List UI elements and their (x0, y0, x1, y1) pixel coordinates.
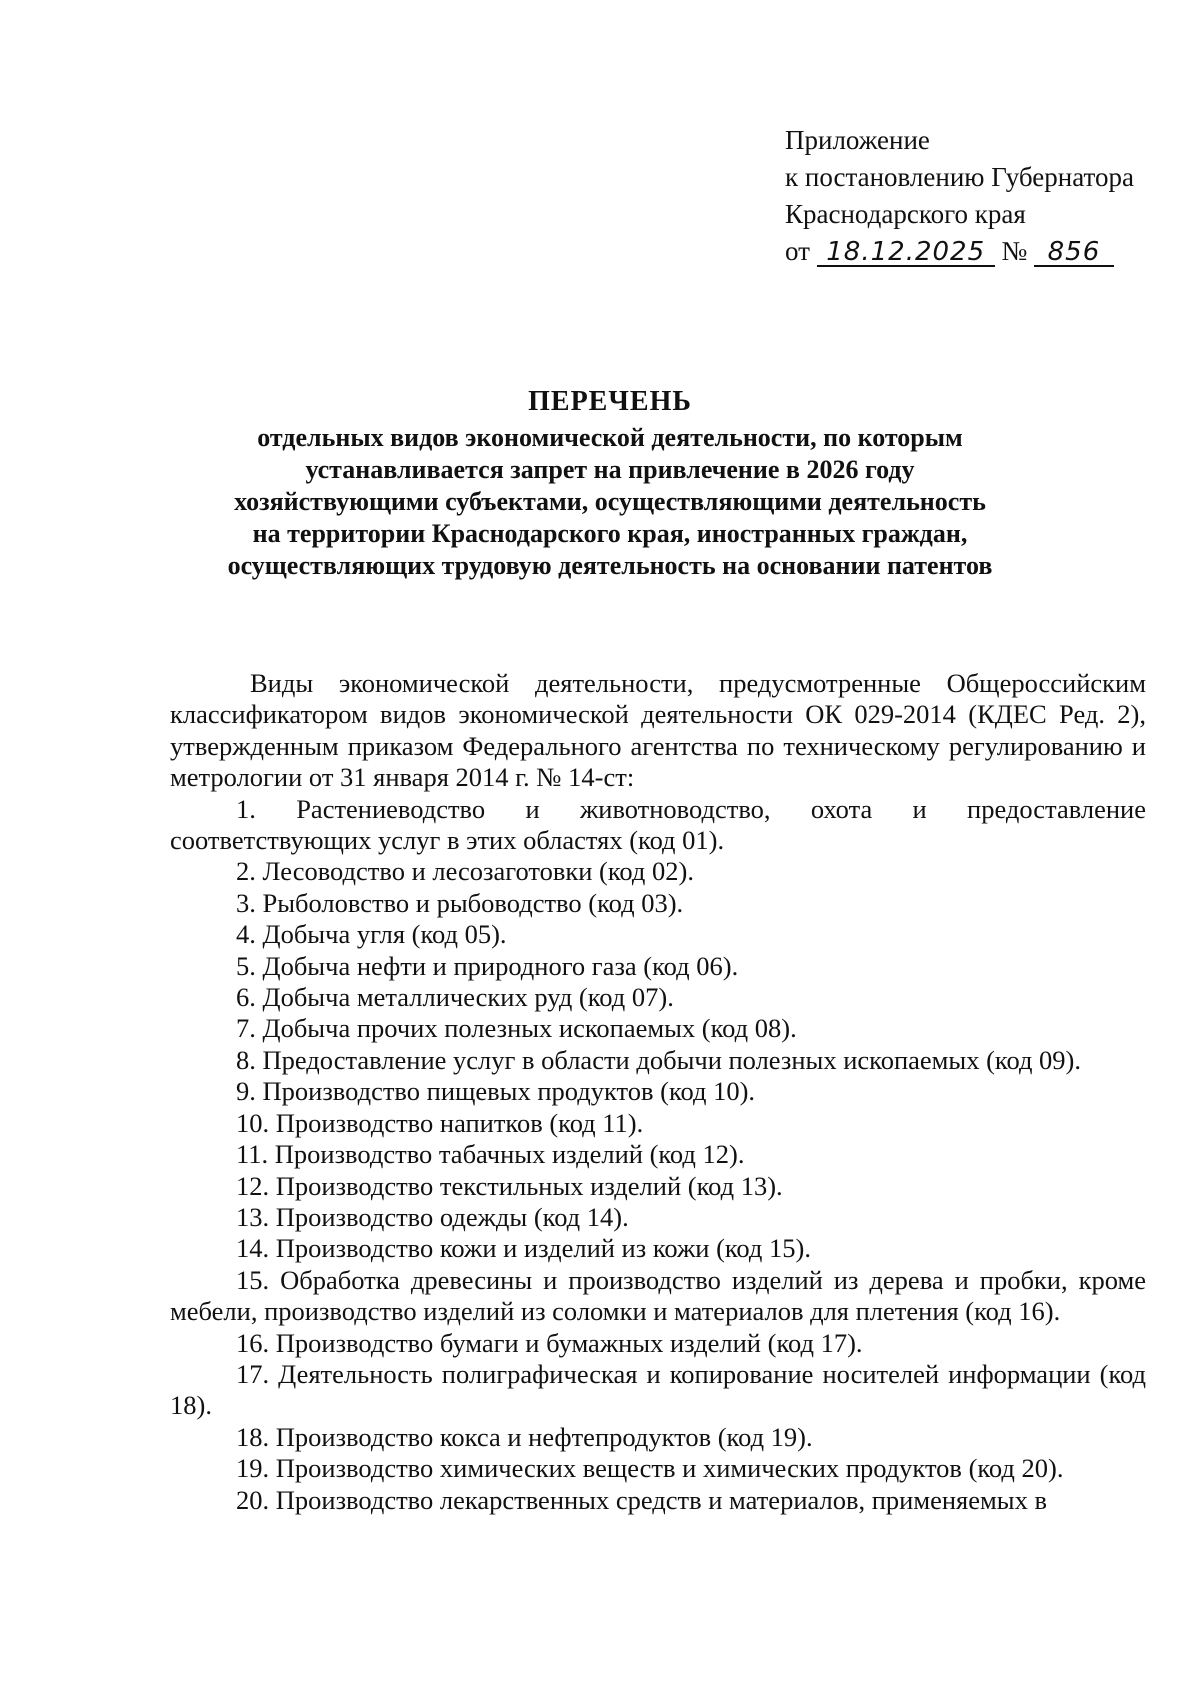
date-number-line (785, 233, 1185, 270)
number-label: № (1001, 236, 1028, 266)
title-line-4: на территории Краснодарского края, иностранных граждан, (252, 519, 968, 548)
title-line-2: устанавливается запрет на привлечение в 2026 году (305, 455, 915, 484)
list-item: 19. Производство химических веществ и химических продуктов (код 20). (236, 1453, 1064, 1484)
list-item: 1. Растениеводство и животноводство, охота и предоставление соответствующих услуг в этих областях (код 01). (170, 793, 1146, 856)
list-item: 18. Производство кокса и нефтепродуктов (код 19). (236, 1421, 813, 1452)
title-line-5: осуществляющих трудовую деятельность на основании патентов (227, 551, 993, 580)
list-item: 12. Производство текстильных изделий (код 13). (236, 1170, 783, 1201)
title-main: ПЕРЕЧЕНЬ (528, 386, 692, 417)
from-label: от (785, 236, 810, 266)
appendix-label: Приложение (785, 125, 930, 155)
list-item: 7. Добыча прочих полезных ископаемых (код 08). (236, 1013, 797, 1044)
activity-list (170, 794, 1146, 1516)
document-body (170, 668, 1146, 1516)
list-item: 4. Добыча угля (код 05). (236, 919, 507, 950)
document-title (160, 382, 1060, 582)
list-item: 10. Производство напитков (код 11). (236, 1107, 644, 1138)
resolution-ref: к постановлению Губернатора (785, 162, 1134, 192)
list-item: 9. Производство пищевых продуктов (код 10). (236, 1076, 756, 1107)
list-item: 15. Обработка древесины и производство изделий из дерева и пробки, кроме мебели, производство изделий из соломки и материалов для плетения (код 16). (170, 1264, 1146, 1327)
title-line-3: хозяйствующими субъектами, осуществляющими деятельность (234, 487, 986, 516)
list-item: 3. Рыболовство и рыбоводство (код 03). (236, 887, 684, 918)
approval-stamp-block (785, 122, 1185, 270)
handwritten-number: 856 (1034, 239, 1114, 267)
list-item: 17. Деятельность полиграфическая и копирование носителей информации (код 18). (170, 1358, 1146, 1421)
list-item: 2. Лесоводство и лесозаготовки (код 02). (236, 856, 694, 887)
list-item: 8. Предоставление услуг в области добычи полезных ископаемых (код 09). (236, 1044, 1081, 1075)
list-item: 16. Производство бумаги и бумажных изделий (код 17). (236, 1327, 863, 1358)
list-item: 13. Производство одежды (код 14). (236, 1201, 629, 1232)
region-name: Краснодарского края (785, 199, 1026, 229)
intro-paragraph: Виды экономической деятельности, предусмотренные Общероссийским классификатором видов экономической деятельности ОК 029-2014 (КДЕС Ред. 2), утвержденным приказом Федерального агентства по техническому регулированию и метрологии от 31 января 2014 г. № 14-ст: (170, 668, 1146, 793)
list-item: 20. Производство лекарственных средств и материалов, применяемых в (236, 1484, 1047, 1515)
handwritten-date: 18.12.2025 (817, 239, 995, 267)
list-item: 14. Производство кожи и изделий из кожи (код 15). (236, 1233, 811, 1264)
list-item: 5. Добыча нефти и природного газа (код 06). (236, 950, 739, 981)
list-item: 11. Производство табачных изделий (код 12). (236, 1139, 745, 1170)
title-line-1: отдельных видов экономической деятельности, по которым (257, 423, 963, 452)
list-item: 6. Добыча металлических руд (код 07). (236, 982, 674, 1013)
